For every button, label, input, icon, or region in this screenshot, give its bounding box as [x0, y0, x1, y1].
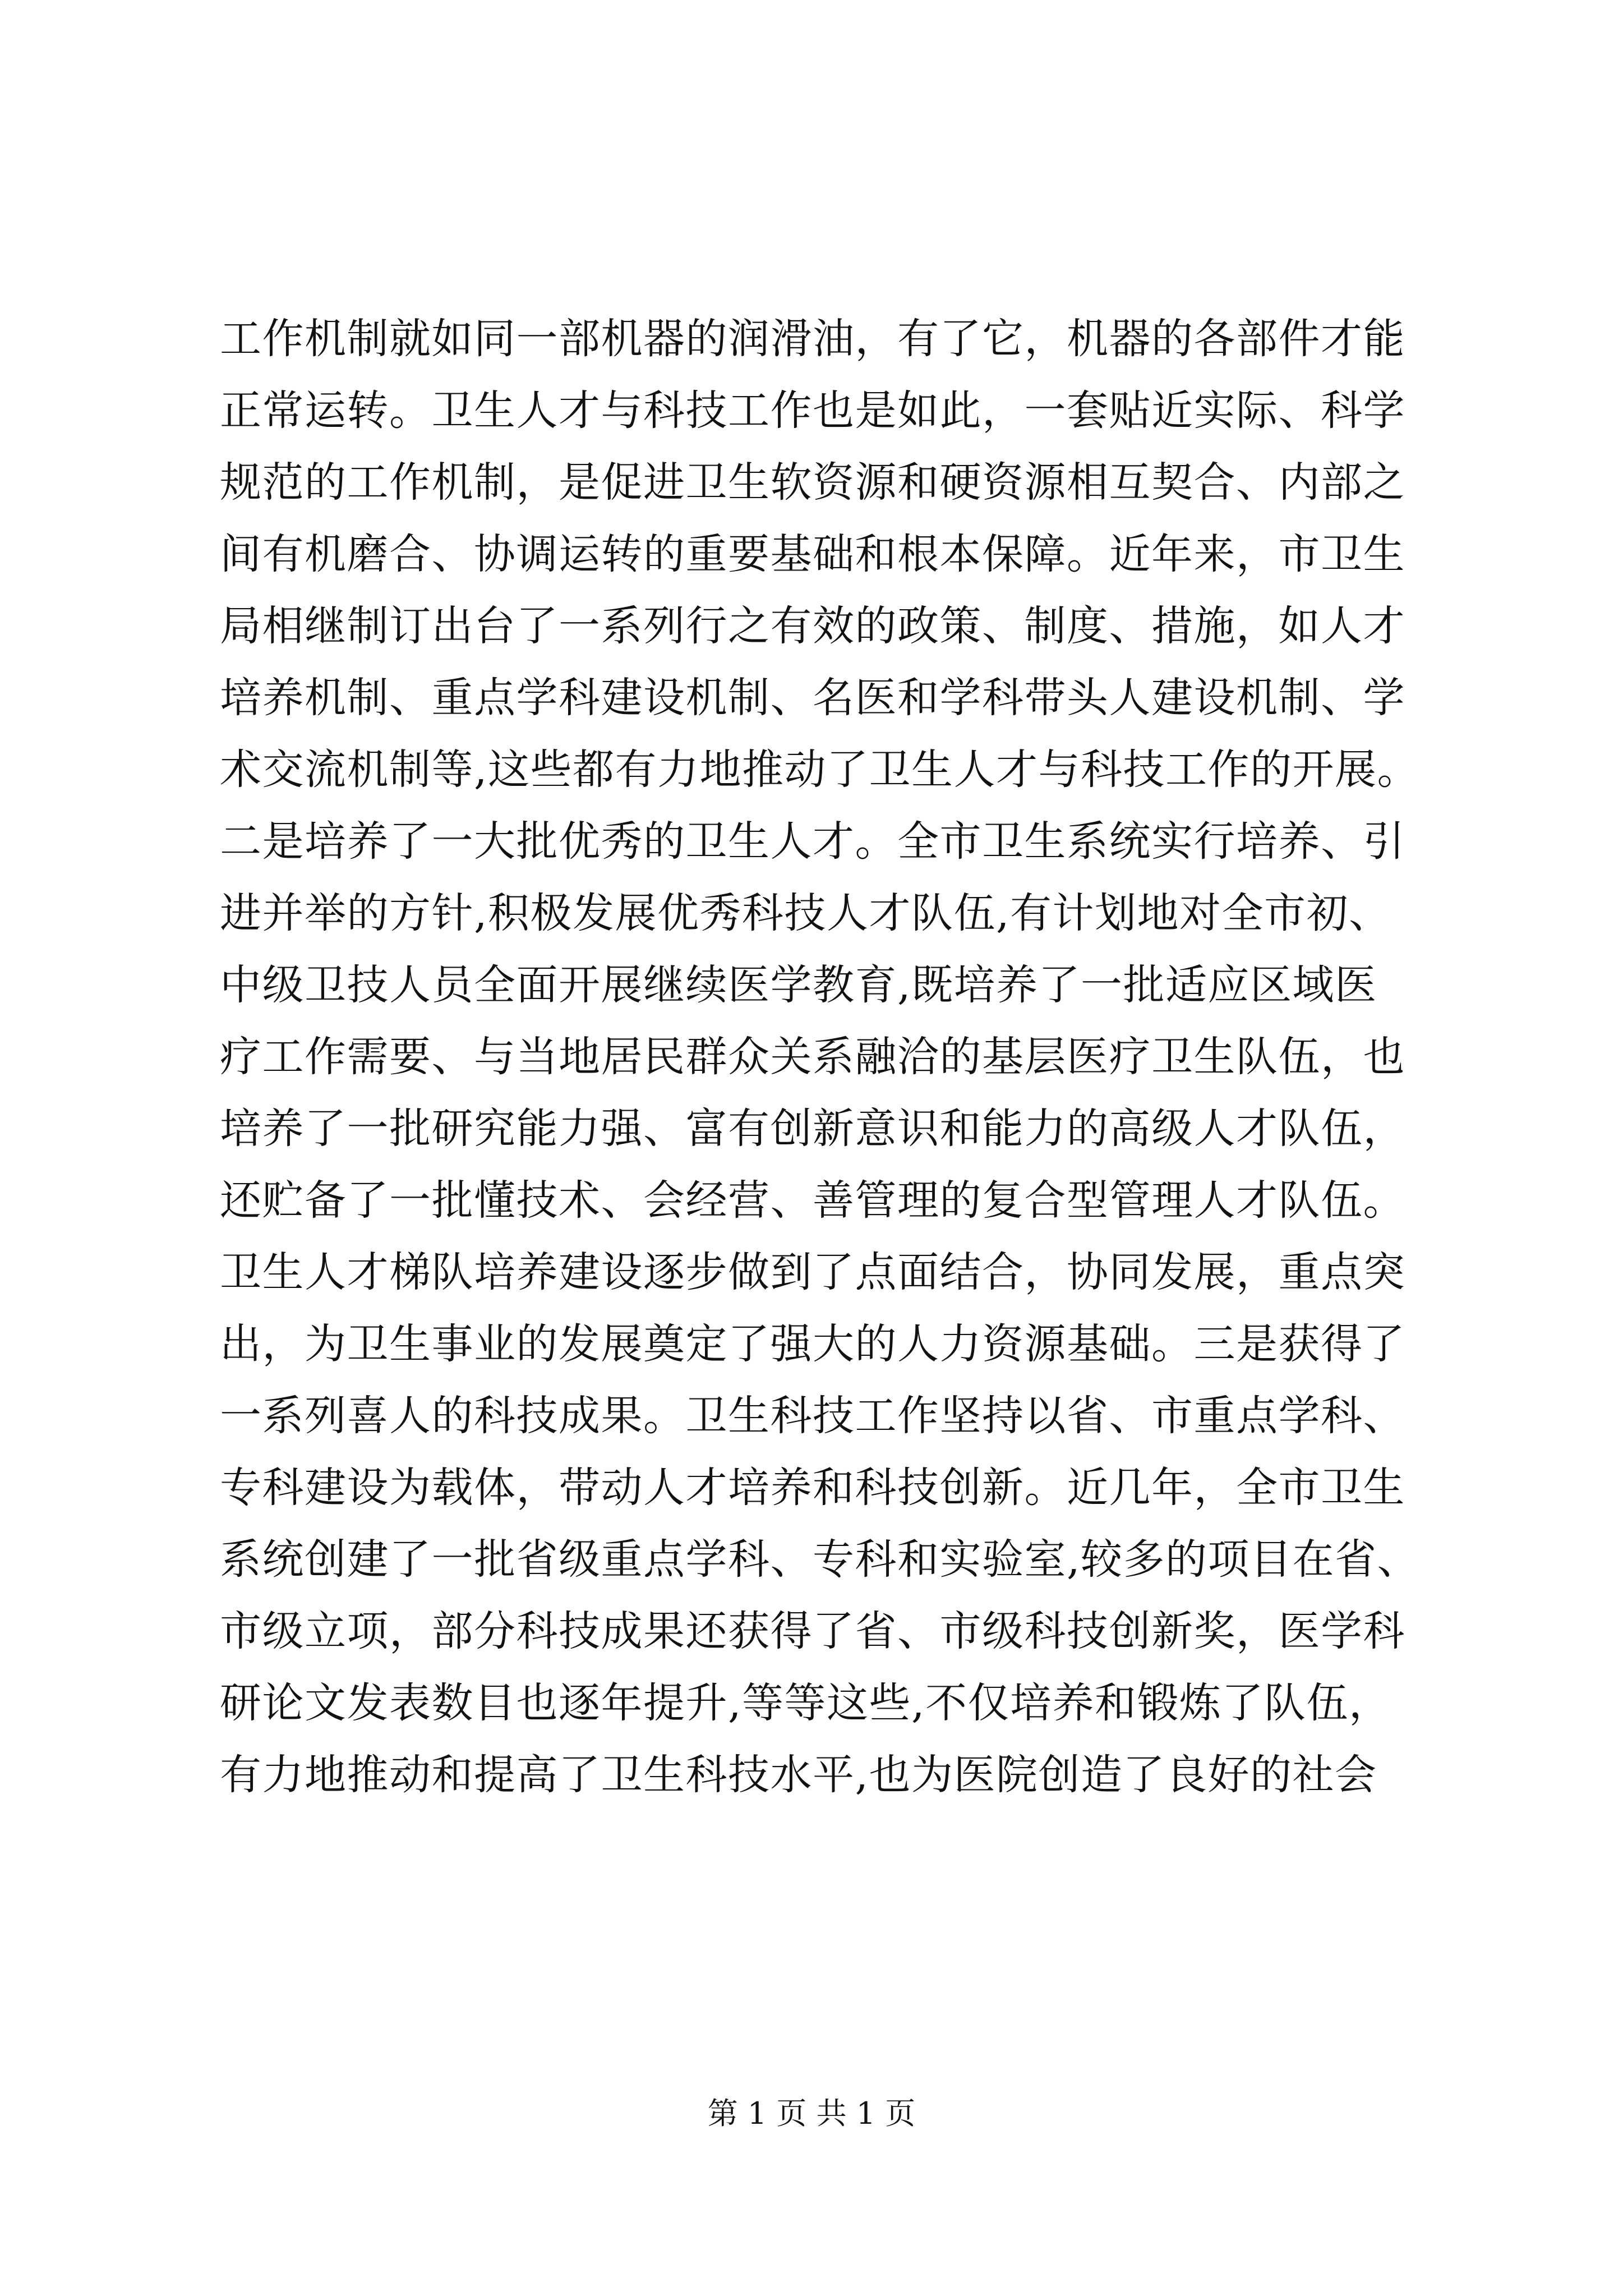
- text-line: 培养了一批研究能力强、富有创新意识和能力的高级人才队伍，: [220, 1105, 1405, 1153]
- text-line: 研论文发表数目也逐年提升,等等这些,不仅培养和锻炼了队伍，: [220, 1679, 1391, 1727]
- text-line: 间有机磨合、协调运转的重要基础和根本保障。近年来，市卫生: [220, 530, 1405, 578]
- text-line: 疗工作需要、与当地居民群众关系融洽的基层医疗卫生队伍，也: [220, 1033, 1405, 1081]
- text-line: 系统创建了一批省级重点学科、专科和实验室,较多的项目在省、: [220, 1535, 1420, 1584]
- text-line: 术交流机制等,这些都有力地推动了卫生人才与科技工作的开展。: [220, 746, 1420, 794]
- text-line: 一系列喜人的科技成果。卫生科技工作坚持以省、市重点学科、: [220, 1392, 1405, 1440]
- text-line: 工作机制就如同一部机器的润滑油，有了它，机器的各部件才能: [220, 315, 1405, 363]
- page-number-footer: 第 1 页 共 1 页: [707, 2096, 916, 2131]
- text-line: 进并举的方针,积极发展优秀科技人才队伍,有计划地对全市初、: [220, 889, 1391, 937]
- text-line: 中级卫技人员全面开展继续医学教育,既培养了一批适应区域医: [220, 961, 1377, 1009]
- text-line: 市级立项，部分科技成果还获得了省、市级科技创新奖，医学科: [220, 1607, 1405, 1655]
- text-line: 卫生人才梯队培养建设逐步做到了点面结合，协同发展，重点突: [220, 1248, 1405, 1296]
- text-line: 培养机制、重点学科建设机制、名医和学科带头人建设机制、学: [220, 674, 1405, 722]
- text-line: 正常运转。卫生人才与科技工作也是如此，一套贴近实际、科学: [220, 386, 1405, 435]
- text-line: 出，为卫生事业的发展奠定了强大的人力资源基础。三是获得了: [220, 1320, 1405, 1368]
- text-line: 二是培养了一大批优秀的卫生人才。全市卫生系统实行培养、引: [220, 817, 1405, 866]
- text-line: 局相继制订出台了一系列行之有效的政策、制度、措施，如人才: [220, 602, 1405, 650]
- text-line: 有力地推动和提高了卫生科技水平,也为医院创造了良好的社会: [220, 1751, 1377, 1799]
- document-body: [220, 303, 1465, 1811]
- text-line: 还贮备了一批懂技术、会经营、善管理的复合型管理人才队伍。: [220, 1176, 1405, 1225]
- text-line: 规范的工作机制，是促进卫生软资源和硬资源相互契合、内部之: [220, 458, 1405, 507]
- text-line: 专科建设为载体，带动人才培养和科技创新。近几年，全市卫生: [220, 1464, 1405, 1512]
